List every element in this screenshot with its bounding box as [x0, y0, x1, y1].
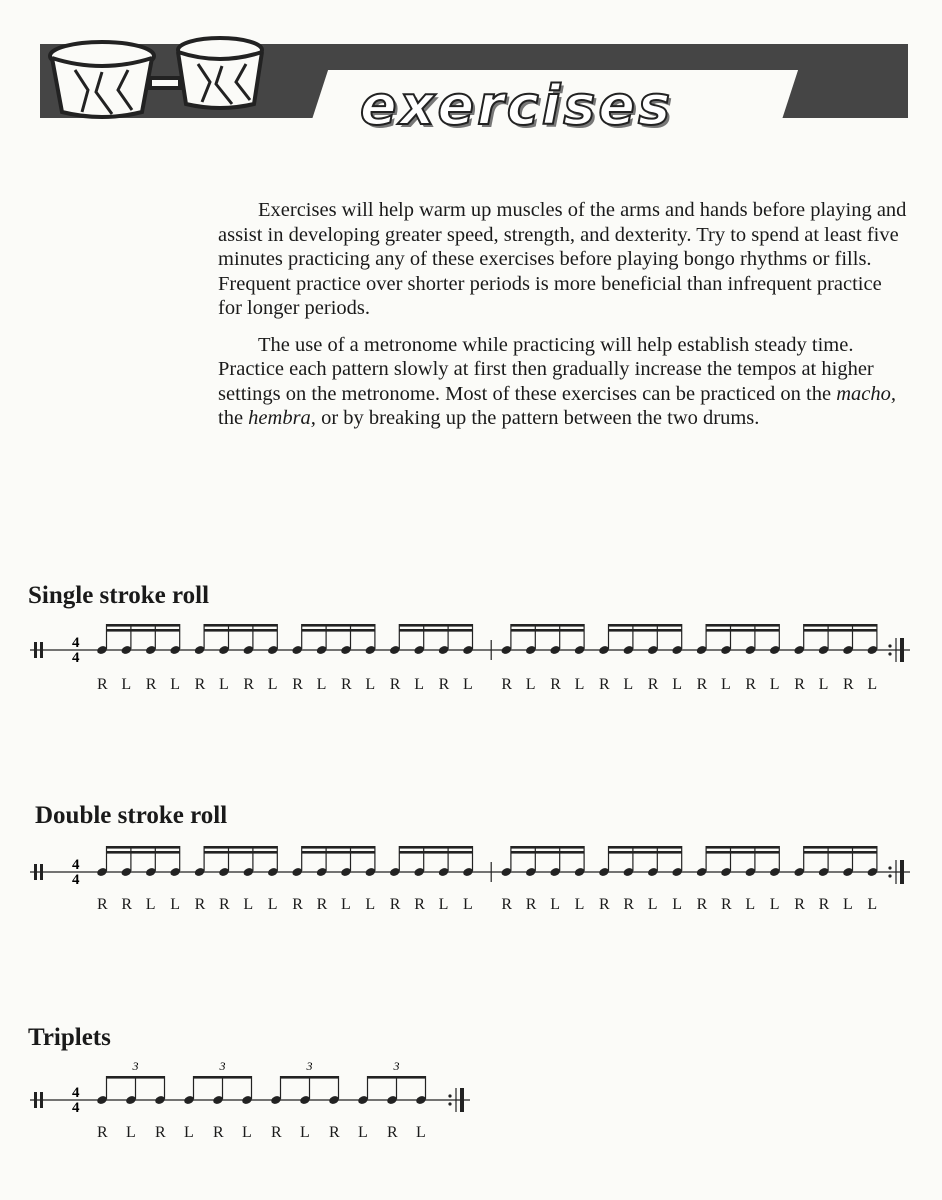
sticking-letter: R — [243, 676, 255, 693]
sticking-letter: L — [243, 896, 254, 913]
repeat-dot — [888, 874, 891, 877]
sticking-letter: L — [316, 676, 327, 693]
sticking-letter: R — [438, 676, 450, 693]
repeat-dot — [448, 1102, 451, 1105]
sticking-letter: R — [843, 676, 854, 693]
beam — [204, 851, 277, 854]
final-barline-thick — [900, 860, 904, 884]
sticking-letter: R — [794, 896, 805, 913]
sticking-letter: L — [843, 896, 853, 913]
final-barline-thick — [900, 638, 904, 662]
sticking-letter: R — [623, 896, 635, 913]
sticking-letter: L — [267, 896, 278, 913]
sticking-letter: R — [501, 676, 513, 693]
beam — [609, 624, 682, 627]
beam — [302, 624, 375, 627]
sticking-letter: L — [818, 676, 829, 693]
sticking-letter: R — [599, 676, 610, 693]
term-hembra: hembra, — [248, 407, 316, 429]
sticking-letter: L — [463, 676, 473, 693]
beam — [804, 846, 877, 849]
sticking-letter: R — [387, 1124, 398, 1141]
sticking-letter: L — [267, 676, 278, 693]
beam — [368, 1076, 426, 1079]
final-barline-thick — [460, 1088, 464, 1112]
sticking-letter: R — [414, 896, 425, 913]
sticking-letter: R — [329, 1124, 340, 1141]
tuplet-number: 3 — [132, 1059, 139, 1073]
beam — [706, 629, 779, 632]
sticking-letter: L — [365, 896, 376, 913]
sticking-letter: L — [219, 676, 229, 693]
exercise-title-triplets: Triplets — [28, 1024, 111, 1051]
sticking-letter: L — [300, 1124, 310, 1141]
sticking-letter: L — [721, 676, 731, 693]
sticking-letter: L — [358, 1124, 368, 1141]
sticking-letter: R — [341, 676, 352, 693]
beam — [511, 851, 584, 854]
tuplet-number: 3 — [219, 1059, 226, 1073]
sticking-letter: L — [438, 896, 449, 913]
sticking-letter: L — [184, 1124, 194, 1141]
sticking-letter: L — [672, 676, 682, 693]
percussion-clef — [34, 864, 37, 880]
beam — [399, 851, 472, 854]
beam — [609, 629, 682, 632]
beam — [399, 624, 472, 627]
sticking-letter: R — [745, 676, 757, 693]
intro-paragraph-1: Exercises will help warm up muscles of the arms and hands before playing and assist in developing greater speed, strength, and dexterity. Try to spend at least five minutes practicing any of these exercises before playing bongo rhythms or fills. Frequent practice over shorter periods is more beneficial than infrequent practice for longer periods. — [218, 199, 907, 319]
intro-paragraph-2: The use of a metronome while practicing will help establish steady time. Practice each pattern slowly at first then gradually increase the tempos at higher settings on the metronome. Most of these exercises can be practiced on the macho, the hembra, or by breaking up the pattern between the two drums. — [218, 333, 897, 429]
sticking-letter: L — [416, 1124, 426, 1141]
sticking-letter: R — [389, 676, 401, 693]
sticking-letter: L — [672, 896, 682, 913]
beam — [511, 629, 584, 632]
beam — [107, 851, 180, 854]
beam — [706, 624, 779, 627]
beam — [706, 846, 779, 849]
sticking-letter: L — [242, 1124, 252, 1141]
sticking-letter: R — [316, 896, 328, 913]
sticking-letter: L — [550, 896, 560, 913]
sticking-letter: R — [97, 1124, 108, 1141]
staff-single-stroke — [30, 618, 910, 678]
sticking-letter: R — [292, 896, 303, 913]
sticking-letter: R — [194, 676, 206, 693]
percussion-clef — [40, 864, 43, 880]
sticking-letter: L — [623, 676, 634, 693]
sticking-letter: L — [769, 676, 780, 693]
bongo-drums-icon — [40, 20, 270, 120]
beam — [804, 624, 877, 627]
repeat-dot — [448, 1094, 451, 1097]
sticking-letter: L — [769, 896, 780, 913]
sticking-letter: L — [867, 676, 878, 693]
sticking-letter: L — [341, 896, 351, 913]
sticking-letter: R — [696, 896, 708, 913]
percussion-clef — [40, 642, 43, 658]
sticking-letter: L — [414, 676, 424, 693]
sticking-letter: L — [121, 676, 132, 693]
sticking-letter: L — [574, 896, 585, 913]
staff-double-stroke — [30, 838, 910, 898]
beam — [609, 851, 682, 854]
beam — [706, 851, 779, 854]
time-signature-bottom: 4 — [72, 650, 80, 666]
sticking-letter: R — [97, 896, 108, 913]
beam — [804, 851, 877, 854]
beam — [511, 846, 584, 849]
percussion-clef — [34, 1092, 37, 1108]
repeat-dot — [888, 866, 891, 869]
beam — [281, 1076, 339, 1079]
sticking-letter: L — [867, 896, 878, 913]
sticking-letter: R — [121, 896, 133, 913]
beam — [302, 629, 375, 632]
tuplet-number: 3 — [306, 1059, 313, 1073]
sticking-letter: R — [647, 676, 659, 693]
sticking-letter: R — [525, 896, 537, 913]
repeat-dot — [888, 644, 891, 647]
staff-triplets — [30, 1048, 470, 1128]
beam — [204, 624, 277, 627]
beam — [399, 629, 472, 632]
sticking-letter: L — [145, 896, 156, 913]
time-signature-top: 4 — [72, 857, 80, 873]
time-signature-bottom: 4 — [72, 872, 80, 888]
sticking-letter: L — [170, 896, 180, 913]
sticking-letter: R — [194, 896, 206, 913]
sticking-letter: L — [126, 1124, 136, 1141]
page-title: exercises — [360, 74, 674, 137]
sticking-letter: R — [145, 676, 157, 693]
time-signature-top: 4 — [72, 635, 80, 651]
sticking-letter: R — [219, 896, 230, 913]
sticking-letter: R — [599, 896, 610, 913]
beam — [107, 624, 180, 627]
tuplet-number: 3 — [393, 1059, 400, 1073]
sticking-letter: R — [271, 1124, 282, 1141]
beam — [609, 846, 682, 849]
beam — [804, 629, 877, 632]
repeat-dot — [888, 652, 891, 655]
sticking-letter: R — [155, 1124, 166, 1141]
sticking-letter: R — [550, 676, 561, 693]
sticking-letter: R — [292, 676, 303, 693]
sticking-letter: L — [365, 676, 376, 693]
beam — [302, 851, 375, 854]
sticking-letter: R — [818, 896, 830, 913]
beam — [204, 629, 277, 632]
sticking-letter: L — [525, 676, 536, 693]
beam — [107, 629, 180, 632]
exercise-title-single-stroke: Single stroke roll — [28, 582, 210, 609]
sticking-letter: R — [721, 896, 732, 913]
beam — [204, 846, 277, 849]
sticking-letter: R — [213, 1124, 224, 1141]
sticking-letter: R — [794, 676, 805, 693]
beam — [194, 1076, 252, 1079]
time-signature-top: 4 — [72, 1085, 80, 1101]
intro-text — [218, 198, 908, 443]
beam — [399, 846, 472, 849]
sticking-letter: L — [463, 896, 473, 913]
percussion-clef — [40, 1092, 43, 1108]
beam — [107, 846, 180, 849]
sticking-letter: R — [97, 676, 108, 693]
time-signature-bottom: 4 — [72, 1100, 80, 1116]
sticking-letter: R — [696, 676, 708, 693]
sticking-letter: R — [501, 896, 513, 913]
exercise-title-double-stroke: Double stroke roll — [35, 802, 228, 829]
sticking-letter: R — [389, 896, 401, 913]
percussion-clef — [34, 642, 37, 658]
beam — [107, 1076, 165, 1079]
term-macho: macho, — [836, 382, 897, 405]
sticking-letter: L — [574, 676, 585, 693]
sticking-letter: L — [170, 676, 180, 693]
beam — [302, 846, 375, 849]
beam — [511, 624, 584, 627]
sticking-letter: L — [745, 896, 756, 913]
sticking-letter: L — [647, 896, 658, 913]
